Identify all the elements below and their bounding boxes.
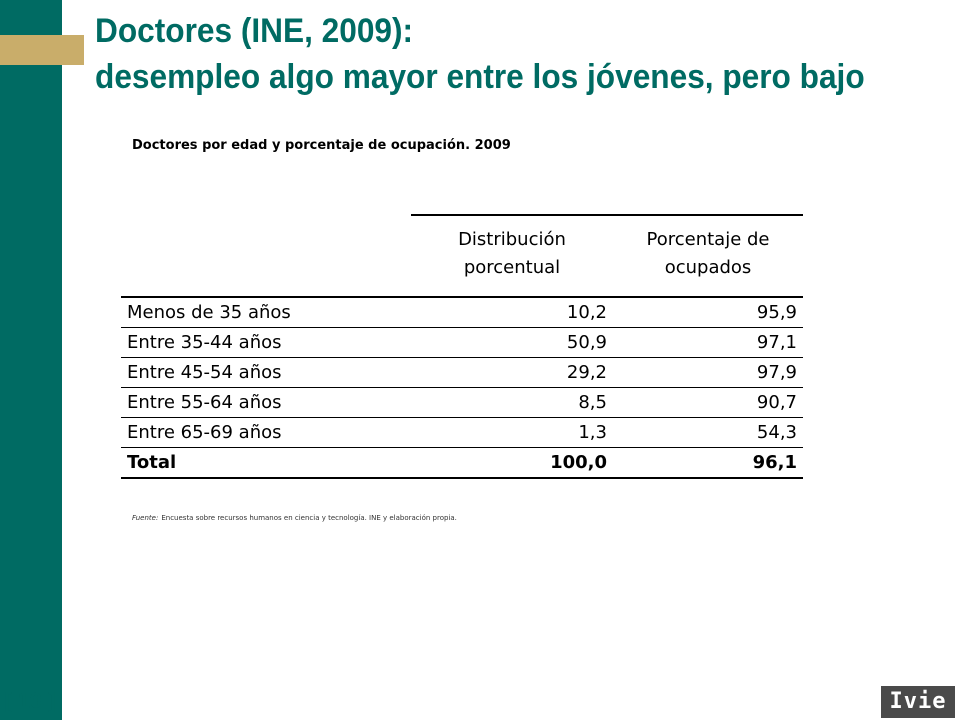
cell-ocupados: 97,9 [613, 358, 803, 388]
table-row [121, 297, 803, 328]
row-label: Entre 65-69 años [121, 418, 411, 448]
doctores-table [121, 214, 803, 479]
cell-distribucion: 50,9 [411, 328, 613, 358]
header-distribucion: Distribución porcentual [411, 215, 613, 297]
page-number: [ 10 ] [4, 688, 56, 713]
table-row [121, 358, 803, 388]
source-label: Fuente: [132, 514, 159, 522]
table-total-row [121, 448, 803, 479]
title-accent-block [0, 35, 84, 65]
left-sidebar-bar [0, 0, 62, 720]
row-label: Entre 55-64 años [121, 388, 411, 418]
cell-distribucion: 10,2 [411, 297, 613, 328]
cell-distribucion: 29,2 [411, 358, 613, 388]
slide-title-line1: Doctores (INE, 2009): [95, 12, 414, 50]
slide-title-line2: desempleo algo mayor entre los jóvenes, pero bajo [95, 58, 865, 96]
cell-distribucion: 1,3 [411, 418, 613, 448]
table-row [121, 328, 803, 358]
total-ocupados: 96,1 [613, 448, 803, 479]
cell-ocupados: 54,3 [613, 418, 803, 448]
source-note [132, 514, 457, 522]
table-header-row [121, 215, 803, 297]
row-label: Menos de 35 años [121, 297, 411, 328]
row-label: Entre 35-44 años [121, 328, 411, 358]
cell-ocupados: 97,1 [613, 328, 803, 358]
total-distribucion: 100,0 [411, 448, 613, 479]
slide-title [95, 8, 865, 100]
header-ocupados: Porcentaje de ocupados [613, 215, 803, 297]
table-caption: Doctores por edad y porcentaje de ocupación. 2009 [132, 138, 511, 153]
ivie-logo: Ivie [881, 686, 955, 718]
cell-ocupados: 90,7 [613, 388, 803, 418]
source-text: Encuesta sobre recursos humanos en ciencia y tecnología. INE y elaboración propia. [161, 514, 457, 522]
header-empty-cell [121, 215, 411, 297]
table-row [121, 388, 803, 418]
cell-distribucion: 8,5 [411, 388, 613, 418]
row-label: Entre 45-54 años [121, 358, 411, 388]
total-label: Total [121, 448, 411, 479]
table-row [121, 418, 803, 448]
cell-ocupados: 95,9 [613, 297, 803, 328]
